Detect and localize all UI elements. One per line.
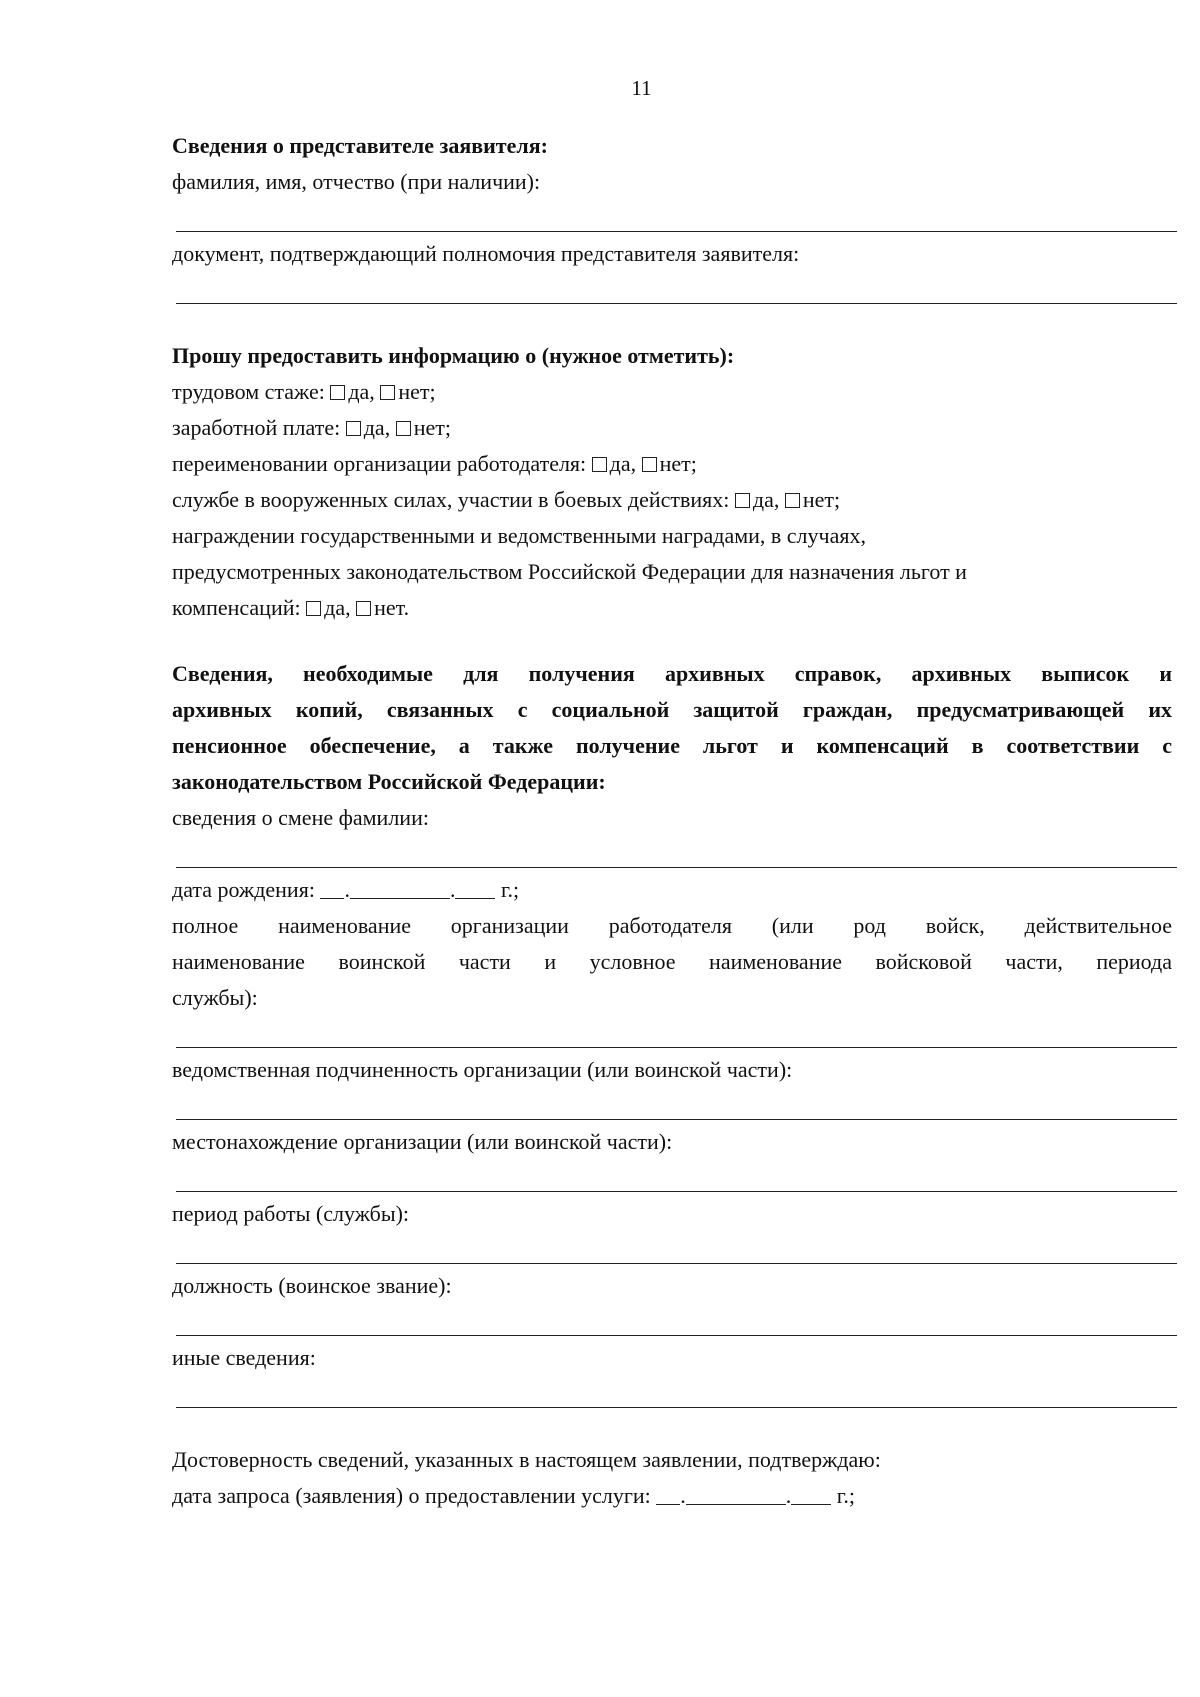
checkbox-no[interactable] — [642, 457, 657, 472]
position-label: должность (воинское звание): — [172, 1273, 452, 1298]
request-item-renaming — [172, 446, 1172, 482]
representative-doc-field[interactable] — [172, 272, 1172, 308]
birth-month-blank[interactable] — [350, 880, 450, 899]
request-item-military-service — [172, 482, 1172, 518]
position-field[interactable] — [172, 1304, 1172, 1340]
birth-year-blank[interactable] — [455, 880, 495, 899]
location-field[interactable] — [172, 1160, 1172, 1196]
archive-heading-line: пенсионное обеспечение, а также получение льгот и компенсаций в соответствии с — [172, 733, 1172, 758]
option-no-label: нет. — [374, 595, 410, 620]
fill-line — [176, 231, 1177, 232]
period-label: период работы (службы): — [172, 1201, 410, 1226]
fill-line — [176, 1263, 1177, 1264]
request-item-label: компенсаций: — [172, 595, 301, 620]
fill-line — [176, 1335, 1177, 1336]
representative-doc-label: документ, подтверждающий полномочия представителя заявителя: — [172, 241, 800, 266]
request-item-awards-line3 — [172, 590, 1172, 626]
archive-heading-line: Сведения, необходимые для получения архивных справок, архивных выписок и — [172, 661, 1172, 686]
fill-line — [176, 867, 1177, 868]
org-name-line: наименование воинской части и условное наименование войсковой части, периода — [172, 949, 1172, 974]
option-no-label: нет; — [659, 451, 697, 476]
representative-heading: Сведения о представителе заявителя: — [172, 133, 548, 158]
confirmation-statement: Достоверность сведений, указанных в настоящем заявлении, подтверждаю: — [172, 1447, 881, 1472]
request-item-label: трудовом стаже: — [172, 379, 325, 404]
option-yes-label: да, — [348, 379, 375, 404]
org-name-field[interactable] — [172, 1016, 1172, 1052]
fill-line — [176, 1407, 1177, 1408]
request-date-label: дата запроса (заявления) о предоставлении услуги: — [172, 1483, 651, 1508]
option-no-label: нет; — [398, 379, 436, 404]
org-name-line: полное наименование организации работодателя (или род войск, действительное — [172, 913, 1172, 938]
fill-line — [176, 1047, 1177, 1048]
checkbox-no[interactable] — [356, 601, 371, 616]
birth-day-blank[interactable] — [320, 880, 344, 899]
request-item-awards-line2: предусмотренных законодательством Российской Федерации для назначения льгот и — [172, 559, 967, 584]
request-item-label: переименовании организации работодателя: — [172, 451, 587, 476]
request-item-salary — [172, 410, 1172, 446]
org-name-line: службы): — [172, 985, 258, 1010]
year-suffix: г.; — [500, 877, 520, 902]
request-heading: Прошу предоставить информацию о (нужное отметить): — [172, 343, 735, 368]
archive-heading-line: архивных копий, связанных с социальной защитой граждан, предусматривающей их — [172, 697, 1172, 722]
request-day-blank[interactable] — [656, 1486, 680, 1505]
request-item-awards-line1: награждении государственными и ведомственными наградами, в случаях, — [172, 523, 866, 548]
checkbox-no[interactable] — [396, 421, 411, 436]
option-no-label: нет; — [802, 487, 841, 512]
checkbox-yes[interactable] — [346, 421, 361, 436]
request-date-row: дата запроса (заявления) о предоставлении услуги: . . г.; — [172, 1483, 855, 1508]
option-yes-label: да, — [324, 595, 351, 620]
other-info-field[interactable] — [172, 1376, 1172, 1412]
option-yes-label: да, — [363, 415, 391, 440]
surname-change-field[interactable] — [172, 836, 1172, 872]
form-content — [172, 128, 1172, 1514]
subordination-field[interactable] — [172, 1088, 1172, 1124]
surname-change-label: сведения о смене фамилии: — [172, 805, 429, 830]
request-item-work-experience — [172, 374, 1172, 410]
checkbox-yes[interactable] — [735, 493, 750, 508]
fill-line — [176, 1191, 1177, 1192]
option-no-label: нет; — [413, 415, 451, 440]
year-suffix: г.; — [836, 1483, 855, 1508]
checkbox-yes[interactable] — [306, 601, 321, 616]
subordination-label: ведомственная подчиненность организации (или воинской части): — [172, 1057, 793, 1082]
checkbox-no[interactable] — [785, 493, 800, 508]
request-month-blank[interactable] — [686, 1486, 786, 1505]
fill-line — [176, 303, 1177, 304]
request-item-label: заработной плате: — [172, 415, 341, 440]
option-yes-label: да, — [752, 487, 780, 512]
checkbox-yes[interactable] — [330, 385, 345, 400]
representative-fio-field[interactable] — [172, 200, 1172, 236]
checkbox-no[interactable] — [380, 385, 395, 400]
period-field[interactable] — [172, 1232, 1172, 1268]
option-yes-label: да, — [609, 451, 637, 476]
birth-date-row: дата рождения: . . г.; — [172, 877, 520, 902]
representative-fio-label: фамилия, имя, отчество (при наличии): — [172, 169, 541, 194]
request-item-label: службе в вооруженных силах, участии в боевых действиях: — [172, 487, 730, 512]
birth-date-label: дата рождения: — [172, 877, 315, 902]
request-year-blank[interactable] — [791, 1486, 831, 1505]
fill-line — [176, 1119, 1177, 1120]
checkbox-yes[interactable] — [592, 457, 607, 472]
page-number: 11 — [631, 76, 652, 100]
archive-heading-line: законодательством Российской Федерации: — [172, 769, 606, 794]
other-info-label: иные сведения: — [172, 1345, 316, 1370]
location-label: местонахождение организации (или воинской части): — [172, 1129, 673, 1154]
